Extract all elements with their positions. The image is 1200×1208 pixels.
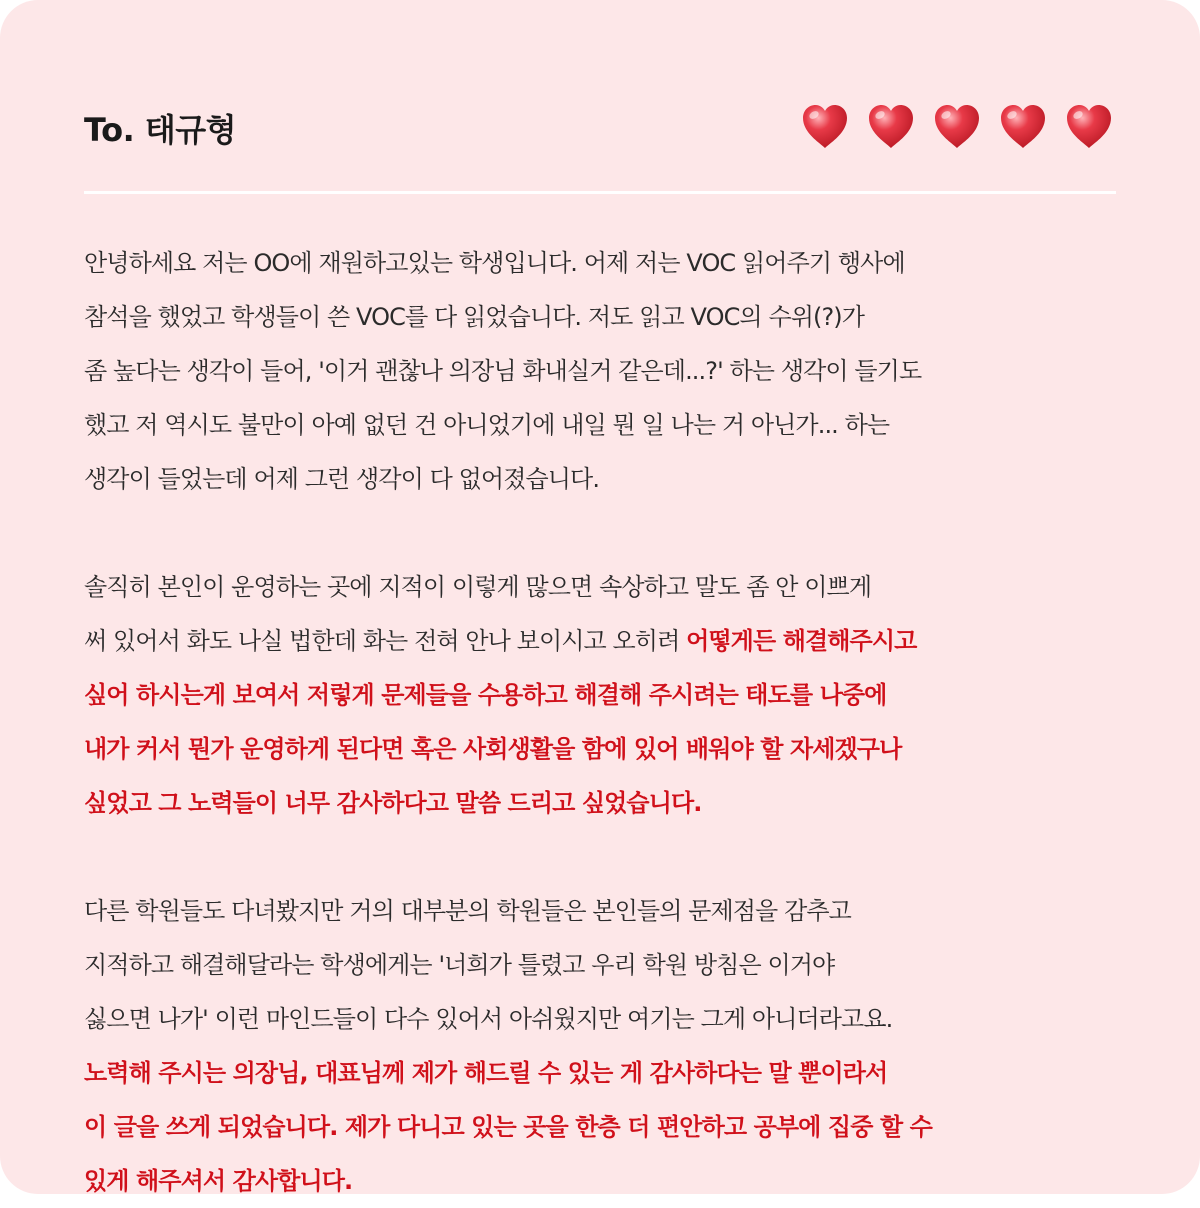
letter-title: To. 태규형 — [84, 111, 237, 149]
body-text: 안녕하세요 저는 OO에 재원하고있는 학생입니다. 어제 저는 VOC 읽어주기 행사에 — [84, 249, 905, 277]
letter-paragraph — [84, 884, 1124, 1208]
letter-line — [84, 668, 1124, 722]
body-text: 참석을 했었고 학생들이 쓴 VOC를 다 읽었습니다. 저도 읽고 VOC의 수위(?)가 — [84, 303, 865, 331]
letter-line — [84, 1100, 1124, 1154]
paragraph-gap — [84, 506, 1124, 560]
letter-line — [84, 776, 1124, 830]
divider — [84, 191, 1116, 194]
body-text: 생각이 들었는데 어제 그런 생각이 다 없어졌습니다. — [84, 465, 600, 493]
body-text: 좀 높다는 생각이 들어, '이거 괜찮나 의장님 화내실거 같은데...?' 하는 생각이 들기도 — [84, 357, 922, 385]
heart-icon — [996, 100, 1050, 154]
letter-line — [84, 722, 1124, 776]
letter-line — [84, 452, 1124, 506]
highlighted-text: 있게 해주셔서 감사합니다. — [84, 1167, 353, 1195]
highlighted-text: 노력해 주시는 의장님, 대표님께 제가 해드릴 수 있는 게 감사하다는 말 뿐이라서 — [84, 1059, 888, 1087]
letter-line — [84, 992, 1124, 1046]
heart-icon — [930, 100, 984, 154]
body-text: 지적하고 해결해달라는 학생에게는 '너희가 틀렸고 우리 학원 방침은 이거야 — [84, 951, 835, 979]
letter-line — [84, 290, 1124, 344]
letter-header — [84, 100, 1116, 160]
body-text: 싫으면 나가' 이런 마인드들이 다수 있어서 아쉬웠지만 여기는 그게 아니더라고요. — [84, 1005, 893, 1033]
highlighted-text: 어떻게든 해결해주시고 — [686, 627, 917, 655]
highlighted-text: 이 글을 쓰게 되었습니다. 제가 다니고 있는 곳을 한층 더 편안하고 공부에 집중 할 수 — [84, 1113, 932, 1141]
letter-line — [84, 614, 1124, 668]
heart-rating — [798, 100, 1116, 154]
letter-line — [84, 884, 1124, 938]
letter-paragraph — [84, 236, 1124, 506]
highlighted-text: 내가 커서 뭔가 운영하게 된다면 혹은 사회생활을 함에 있어 배워야 할 자세겠구나 — [84, 735, 902, 763]
body-text: 솔직히 본인이 운영하는 곳에 지적이 이렇게 많으면 속상하고 말도 좀 안 이쁘게 — [84, 573, 872, 601]
letter-paragraph — [84, 560, 1124, 830]
heart-icon — [864, 100, 918, 154]
letter-body — [84, 236, 1124, 1208]
highlighted-text: 싶어 하시는게 보여서 저렇게 문제들을 수용하고 해결해 주시려는 태도를 나중에 — [84, 681, 887, 709]
letter-line — [84, 398, 1124, 452]
body-text: 써 있어서 화도 나실 법한데 화는 전혀 안나 보이시고 오히려 — [84, 627, 687, 655]
letter-line — [84, 344, 1124, 398]
heart-icon — [798, 100, 852, 154]
letter-line — [84, 1154, 1124, 1208]
highlighted-text: 싶었고 그 노력들이 너무 감사하다고 말씀 드리고 싶었습니다. — [84, 789, 702, 817]
body-text: 했고 저 역시도 불만이 아예 없던 건 아니었기에 내일 뭔 일 나는 거 아닌가... 하는 — [84, 411, 890, 439]
heart-icon — [1062, 100, 1116, 154]
body-text: 다른 학원들도 다녀봤지만 거의 대부분의 학원들은 본인들의 문제점을 감추고 — [84, 897, 851, 925]
letter-line — [84, 1046, 1124, 1100]
paragraph-gap — [84, 830, 1124, 884]
letter-line — [84, 560, 1124, 614]
letter-line — [84, 938, 1124, 992]
letter-line — [84, 236, 1124, 290]
